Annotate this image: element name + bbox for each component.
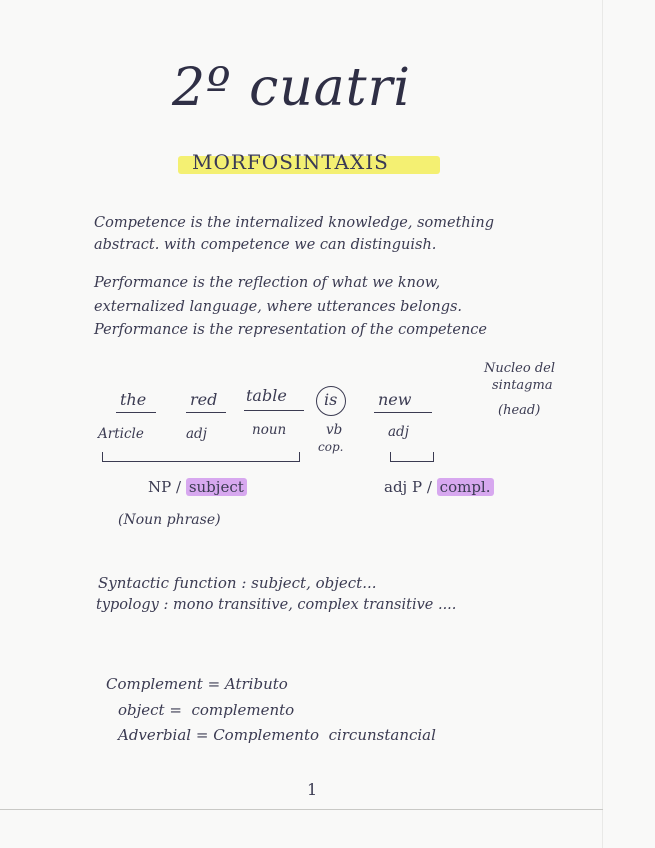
diagram-word-the: the bbox=[120, 390, 147, 409]
underline-the bbox=[116, 412, 156, 413]
np-label-text: NP / bbox=[148, 478, 182, 496]
subtitle-highlight bbox=[178, 148, 440, 178]
syntactic-line-2: typology : mono transitive, complex transitive .... bbox=[96, 597, 457, 613]
np-role-highlight: subject bbox=[186, 478, 247, 496]
head-note-line-2: sintagma bbox=[492, 378, 553, 393]
pos-adj: adj bbox=[186, 426, 207, 442]
diagram-word-red: red bbox=[190, 390, 218, 409]
head-note-line-1: Nucleo del bbox=[484, 361, 556, 376]
head-note-line-3: (head) bbox=[498, 403, 541, 418]
performance-line-3: Performance is the representation of the competence bbox=[94, 322, 487, 338]
page-subtitle: MORFOSINTAXIS bbox=[192, 150, 389, 174]
pos-cop: cop. bbox=[318, 440, 344, 454]
np-bracket bbox=[102, 452, 300, 462]
competence-line-2: abstract. with competence we can distinguish. bbox=[94, 237, 437, 253]
adjp-role-highlight: compl. bbox=[437, 478, 494, 496]
page-edge bbox=[602, 0, 603, 848]
pos-article: Article bbox=[98, 426, 144, 442]
diagram-word-table: table bbox=[246, 386, 287, 405]
glossary-line-2: object = complemento bbox=[118, 701, 295, 719]
adjp-label bbox=[384, 478, 494, 496]
competence-line-1: Competence is the internalized knowledge, something bbox=[94, 215, 494, 231]
underline-table bbox=[244, 410, 304, 411]
underline-new bbox=[374, 412, 432, 413]
performance-line-2: externalized language, where utterances belongs. bbox=[94, 299, 463, 315]
adjp-bracket bbox=[390, 452, 434, 462]
glossary-line-3: Adverbial = Complemento circunstancial bbox=[118, 726, 436, 744]
pos-adj-2: adj bbox=[388, 424, 409, 440]
adjp-label-text: adj P / bbox=[384, 478, 432, 496]
underline-red bbox=[186, 412, 226, 413]
diagram-word-is: is bbox=[324, 390, 338, 409]
pos-vb: vb bbox=[326, 422, 343, 438]
performance-line-1: Performance is the reflection of what we know, bbox=[94, 275, 441, 291]
glossary-line-1: Complement = Atributo bbox=[106, 675, 288, 693]
np-label bbox=[148, 478, 247, 496]
page-number: 1 bbox=[307, 780, 318, 799]
pos-noun: noun bbox=[252, 422, 287, 438]
page-title: 2º cuatri bbox=[172, 58, 412, 118]
np-gloss: (Noun phrase) bbox=[118, 512, 221, 528]
page-edge-bottom bbox=[0, 809, 603, 810]
diagram-word-new: new bbox=[378, 390, 412, 409]
syntactic-line-1: Syntactic function : subject, object... bbox=[98, 574, 377, 592]
